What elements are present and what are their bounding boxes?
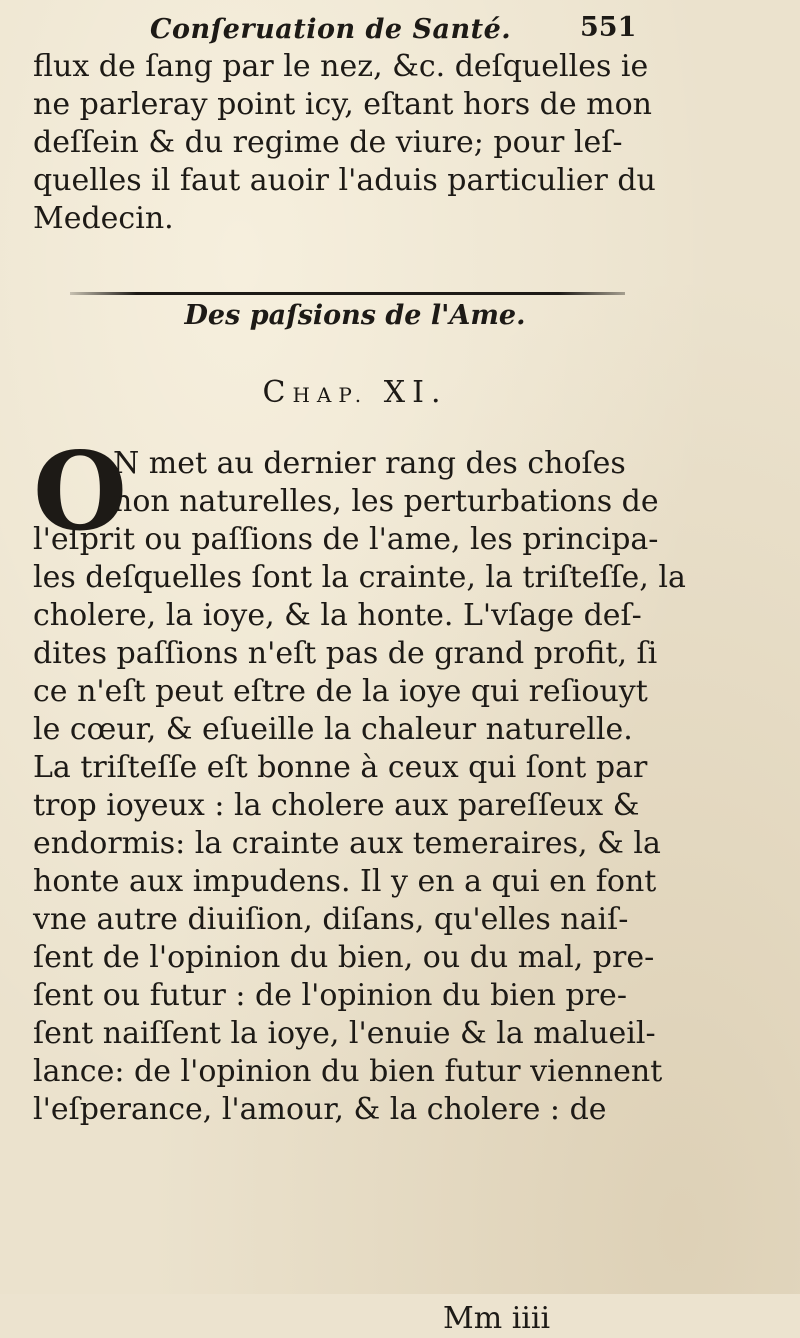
text-line: dites paſſions n'eſt pas de grand profit, ſi [33,636,658,671]
chapter-initial: C [262,375,293,410]
text-line: ce n'eſt peut eſtre de la ioye qui reſiouyt [33,674,648,709]
text-line: Medecin. [33,201,174,236]
text-line: ne parleray point icy, eſtant hors de mon [33,87,652,122]
text-line: ſent naiſſent la ioye, l'enuie & la malueil- [33,1016,656,1051]
text-line: vne autre diuiſion, diſans, qu'elles naiſ- [33,902,629,937]
catchword: Mm iiii [443,1301,551,1336]
chapter-word: HAP. [292,383,369,407]
text-line: N met au dernier rang des choſes [113,446,626,481]
text-line: le cœur, & eſueille la chaleur naturelle. [33,712,633,747]
text-line: non naturelles, les perturbations de [113,484,659,519]
section-title: Des paſsions de l'Ame. [184,300,526,331]
text-line: ſent ou futur : de l'opinion du bien pre- [33,978,627,1013]
text-line: les deſquelles ſont la crainte, la triſteſſe, la [33,560,686,595]
chapter-paragraph [33,445,686,1336]
text-line: flux de ſang par le nez, &c. deſquelles ie [33,49,649,84]
continued-paragraph [33,48,656,238]
text-line: deſſein & du regime de viure; pour leſ- [33,125,623,160]
text-line: l'eſperance, l'amour, & la cholere : de [33,1092,607,1127]
running-title: Conſeruation de Santé. [150,14,512,45]
text-line: l'eſprit ou paſſions de l'ame, les principa- [33,522,659,557]
page-number: 551 [580,12,637,43]
text-line: La triſteſſe eſt bonne à ceux qui ſont par [33,750,648,785]
text-line: endormis: la crainte aux temeraires, & la [33,826,661,861]
text-line: ſent de l'opinion du bien, ou du mal, pre- [33,940,655,975]
text-line: lance: de l'opinion du bien futur viennent [33,1054,663,1089]
drop-cap: O [33,429,128,555]
section-divider-rule [70,292,625,295]
chapter-heading [0,375,800,410]
text-line: cholere, la ioye, & la honte. L'vſage deſ- [33,598,642,633]
chapter-number: XI. [383,375,448,410]
text-line: trop ioyeux : la cholere aux pareſſeux & [33,788,640,823]
text-line: quelles il faut auoir l'aduis particulier du [33,163,656,198]
text-line: honte aux impudens. Il y en a qui en font [33,864,657,899]
